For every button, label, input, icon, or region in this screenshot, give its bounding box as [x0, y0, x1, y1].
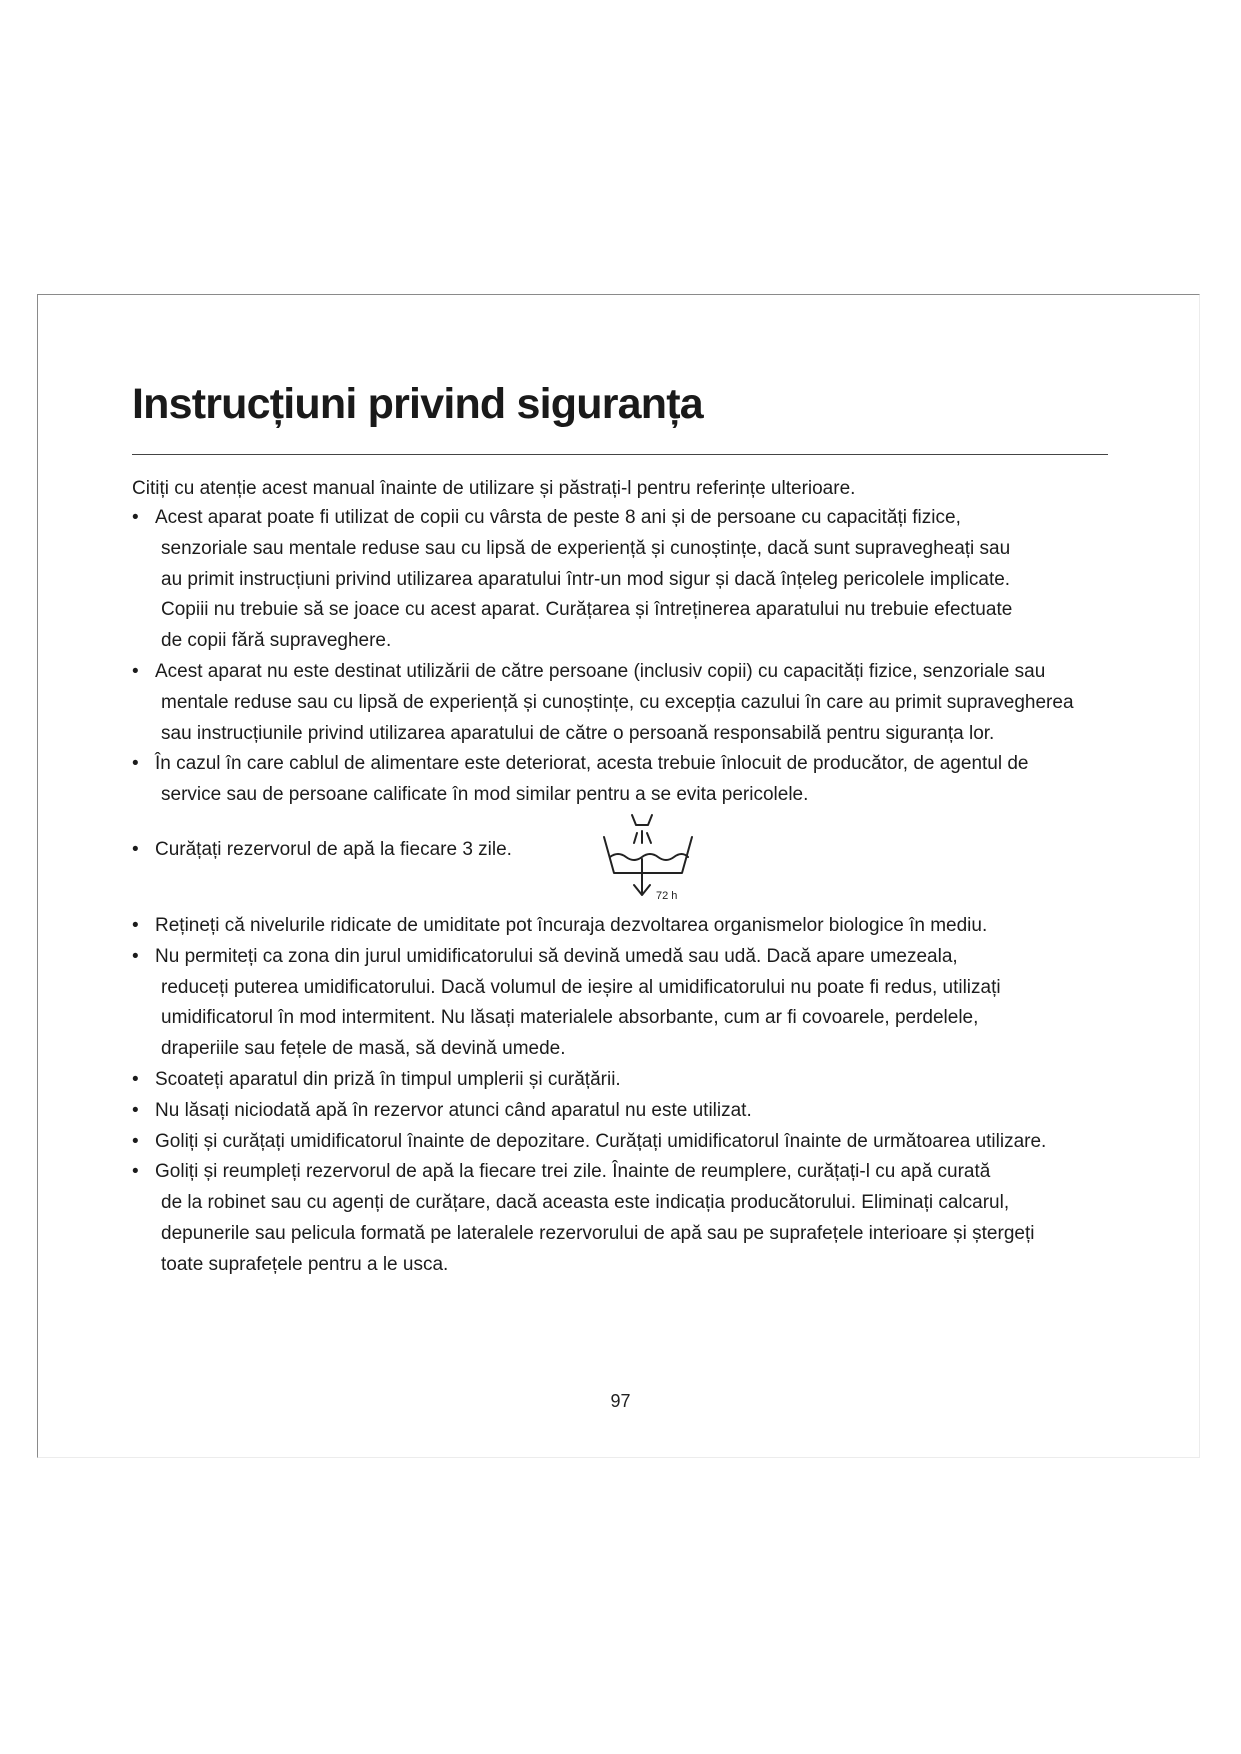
list-item — [132, 942, 1112, 1065]
list-item-line: • Nu permiteți ca zona din jurul umidificatorului să devină umedă sau udă. Dacă apare umezeala, — [155, 945, 958, 967]
list-item-line: mentale reduse sau cu lipsă de experiență și cunoștințe, cu excepția cazului în care au primit supravegherea — [161, 691, 1074, 713]
list-item-line: de la robinet sau cu agenți de curățare, dacă aceasta este indicația producătorului. Eliminați calcarul, — [161, 1192, 1010, 1214]
list-item-line: draperiile sau fețele de masă, să devină umede. — [161, 1038, 566, 1060]
water-tank-cleaning-icon — [588, 807, 708, 911]
list-item-line: • În cazul în care cablul de alimentare este deteriorat, acesta trebuie înlocuit de producător, de agentul de — [155, 753, 1029, 775]
icon-label-72h: 72 h — [656, 889, 678, 902]
list-item — [132, 503, 1112, 657]
safety-section — [132, 376, 1112, 1281]
list-item-line: Copiii nu trebuie să se joace cu acest aparat. Curățarea și întreținerea aparatului nu trebuie efectuate — [161, 599, 1013, 621]
page-title: Instrucțiuni privind siguranța — [132, 380, 703, 428]
list-item-line: • Goliți și curățați umidificatorul înainte de depozitare. Curățați umidificatorul înainte de următoarea utilizare. — [155, 1130, 1047, 1152]
list-item-line: de copii fără supraveghere. — [161, 630, 392, 652]
list-item — [132, 657, 1112, 749]
safety-list-2 — [132, 911, 1112, 1281]
list-item — [132, 1065, 1112, 1096]
list-item-line: reduceți puterea umidificatorului. Dacă volumul de ieșire al umidificatorului nu poate fi redus, utilizați — [161, 976, 1001, 998]
list-item-line: • Acest aparat nu este destinat utilizării de către persoane (inclusiv copii) cu capacități fizice, senzoriale sau — [155, 660, 1046, 682]
list-item-line: au primit instrucțiuni privind utilizarea aparatului într-un mod sigur și dacă înțeleg pericolele implicate. — [161, 568, 1011, 590]
page-number: 97 — [610, 1391, 631, 1411]
list-item — [132, 1096, 1112, 1127]
list-item-line: • Goliți și reumpleți rezervorul de apă la fiecare trei zile. Înainte de reumplere, curățați-l cu apă curată — [155, 1161, 991, 1183]
title-divider — [132, 454, 1108, 455]
list-item-line: depunerile sau pelicula formată pe lateralele rezervorului de apă sau pe suprafețele interioare și ștergeți — [161, 1222, 1035, 1244]
list-item — [132, 1157, 1112, 1280]
intro-text: Citiți cu atenție acest manual înainte de utilizare și păstrați-l pentru referințe ulterioare. — [132, 478, 856, 499]
list-item-line: toate suprafețele pentru a le usca. — [161, 1253, 449, 1275]
list-item — [132, 911, 1112, 942]
list-item-line: umidificatorul în mod intermitent. Nu lăsați materialele absorbante, cum ar fi covoarele, perdelele, — [161, 1007, 979, 1029]
list-item-line: sau instrucțiunile privind utilizarea aparatului de către o persoană responsabilă pentru siguranța lor. — [161, 722, 995, 744]
list-item — [132, 1127, 1112, 1158]
list-item-line: • Acest aparat poate fi utilizat de copii cu vârsta de peste 8 ani și de persoane cu capacități fizice, — [155, 507, 961, 528]
safety-list-1 — [132, 503, 1112, 811]
tank-cleaning-row — [132, 811, 1112, 911]
list-item-line: • Scoateți aparatul din priză în timpul umplerii și curățării. — [155, 1068, 621, 1090]
list-item-line: senzoriale sau mentale reduse sau cu lipsă de experiență și cunoștințe, dacă sunt supravegheați sau — [161, 537, 1011, 559]
list-item — [132, 749, 1112, 811]
list-item: • Curățați rezervorul de apă la fiecare 3 zile. — [132, 835, 1112, 866]
list-item-line: • Rețineți că nivelurile ridicate de umiditate pot încuraja dezvoltarea organismelor biologice în mediu. — [155, 914, 988, 936]
list-item-line: service sau de persoane calificate în mod similar pentru a se evita pericolele. — [161, 784, 809, 806]
list-item-line: • Nu lăsați niciodată apă în rezervor atunci când aparatul nu este utilizat. — [155, 1099, 752, 1121]
